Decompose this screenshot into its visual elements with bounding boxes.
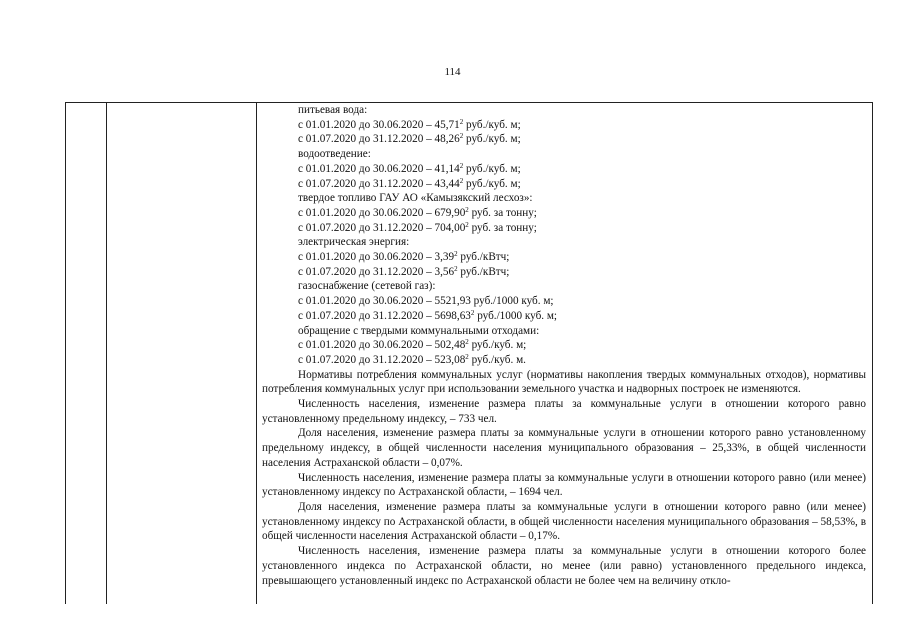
footnote-marker: 2 [465,338,469,347]
tariff-list [262,103,866,368]
footnote-marker: 2 [459,117,464,126]
tariff-heading [262,235,866,250]
tariff-line [262,177,866,192]
tariff-text: с 01.01.2020 до 30.06.2020 – 3,39 [298,251,455,264]
tariff-heading [262,191,866,206]
footnote-marker: 2 [465,205,469,214]
footnote-marker: 2 [454,264,458,273]
tariff-line [262,206,866,221]
footnote-marker: 2 [465,352,469,361]
footnote-marker: 2 [459,132,464,141]
tariff-heading [262,147,866,162]
document-table [65,102,873,604]
tariff-unit: руб./куб. м; [463,133,521,146]
tariff-text: с 01.01.2020 до 30.06.2020 – 5521,93 руб./1000 куб. м; [298,295,554,308]
tariff-line [262,221,866,236]
tariff-text: питьевая вода: [298,104,368,116]
tariff-text: с 01.01.2020 до 30.06.2020 – 502,48 [298,339,466,352]
paragraph-share-less: Доля населения, изменение размера платы за коммунальные услуги в отношении которого равно (или менее) установленному индексу по Астраханской области, в общей численности населения муниципального образования – 58,53%, в общей численности населения Астраханской области – 0,17%. [262,500,866,543]
tariff-line [262,338,866,353]
tariff-line [262,250,866,265]
tariff-line [262,353,866,368]
tariff-unit: руб./куб. м. [468,353,526,366]
paragraph-population-less: Численность населения, изменение размера платы за коммунальные услуги в отношении которого равно (или менее) установленному индексу по Астраханской области, – 1694 чел. [262,471,866,499]
footnote-marker: 2 [465,220,469,229]
footnote-marker: 2 [459,161,464,170]
tariff-heading [262,324,866,339]
tariff-text: с 01.07.2020 до 31.12.2020 – 704,00 [298,221,466,234]
tariff-line [262,162,866,177]
tariff-unit: руб./куб. м; [463,177,521,190]
table-column-divider [106,103,107,604]
tariff-line [262,265,866,280]
paragraph-population-equal: Численность населения, изменение размера платы за коммунальные услуги в отношении которого равно установленному предельному индексу, – 733 чел. [262,398,866,425]
tariff-unit: руб. за тонну; [468,221,537,234]
tariff-text: с 01.07.2020 до 31.12.2020 – 5698,63 [298,309,471,322]
tariff-line [262,118,866,133]
tariff-text: с 01.07.2020 до 31.12.2020 – 43,44 [298,177,460,190]
tariff-heading [262,279,866,294]
paragraph-share-equal: Доля населения, изменение размера платы за коммунальные услуги в отношении которого равно установленному предельному индексу, в общей численности населения муниципального образования – 25,33%, в общей численности населения Астраханской области – 0,07%. [262,427,866,469]
tariff-text: газоснабжение (сетевой газ): [298,280,436,293]
tariff-line [262,309,866,324]
tariff-text: электрическая энергия: [298,236,410,249]
tariff-text: твердое топливо ГАУ АО «Камызякский лесхоз»: [298,192,533,205]
tariff-text: с 01.07.2020 до 31.12.2020 – 48,26 [298,133,460,146]
tariff-unit: руб./1000 куб. м; [474,309,558,322]
tariff-unit: руб./куб. м; [468,339,527,352]
tariff-text: с 01.01.2020 до 30.06.2020 – 679,90 [298,206,466,219]
tariff-unit: руб./куб. м; [463,118,521,131]
tariff-text: с 01.01.2020 до 30.06.2020 – 41,14 [298,162,460,175]
tariff-unit: руб. за тонну; [468,206,537,219]
table-cell-description [262,103,866,588]
paragraph-population-more: Численность населения, изменение размера платы за коммунальные услуги в отношении которого более установленного индекса по Астраханской области, но менее (или равно) установленного предельного индекса, превышающего установленный индекс по Астраханской области не более чем на величину откло- [262,545,866,587]
footnote-marker: 2 [470,308,475,317]
tariff-text: с 01.07.2020 до 31.12.2020 – 523,08 [298,353,466,366]
paragraph-norms: Нормативы потребления коммунальных услуг (нормативы накопления твердых коммунальных отходов), нормативы потребления коммунальных услуг при использовании земельного участка и надворных построек не изменяются. [262,368,866,396]
tariff-unit: руб./кВтч; [457,251,510,264]
tariff-text: с 01.07.2020 до 31.12.2020 – 3,56 [298,265,455,278]
table-column-divider [256,103,257,604]
tariff-unit: руб./кВтч; [457,265,510,278]
footnote-marker: 2 [454,250,458,259]
tariff-text: обращение с твердыми коммунальными отходами: [298,324,540,337]
tariff-text: с 01.01.2020 до 30.06.2020 – 45,71 [298,118,460,131]
tariff-unit: руб./куб. м; [463,162,521,175]
tariff-line [262,294,866,309]
tariff-text: водоотведение: [298,148,371,161]
footnote-marker: 2 [459,176,464,185]
tariff-line [262,132,866,147]
tariff-heading [262,103,866,118]
page-number: 114 [444,66,461,78]
